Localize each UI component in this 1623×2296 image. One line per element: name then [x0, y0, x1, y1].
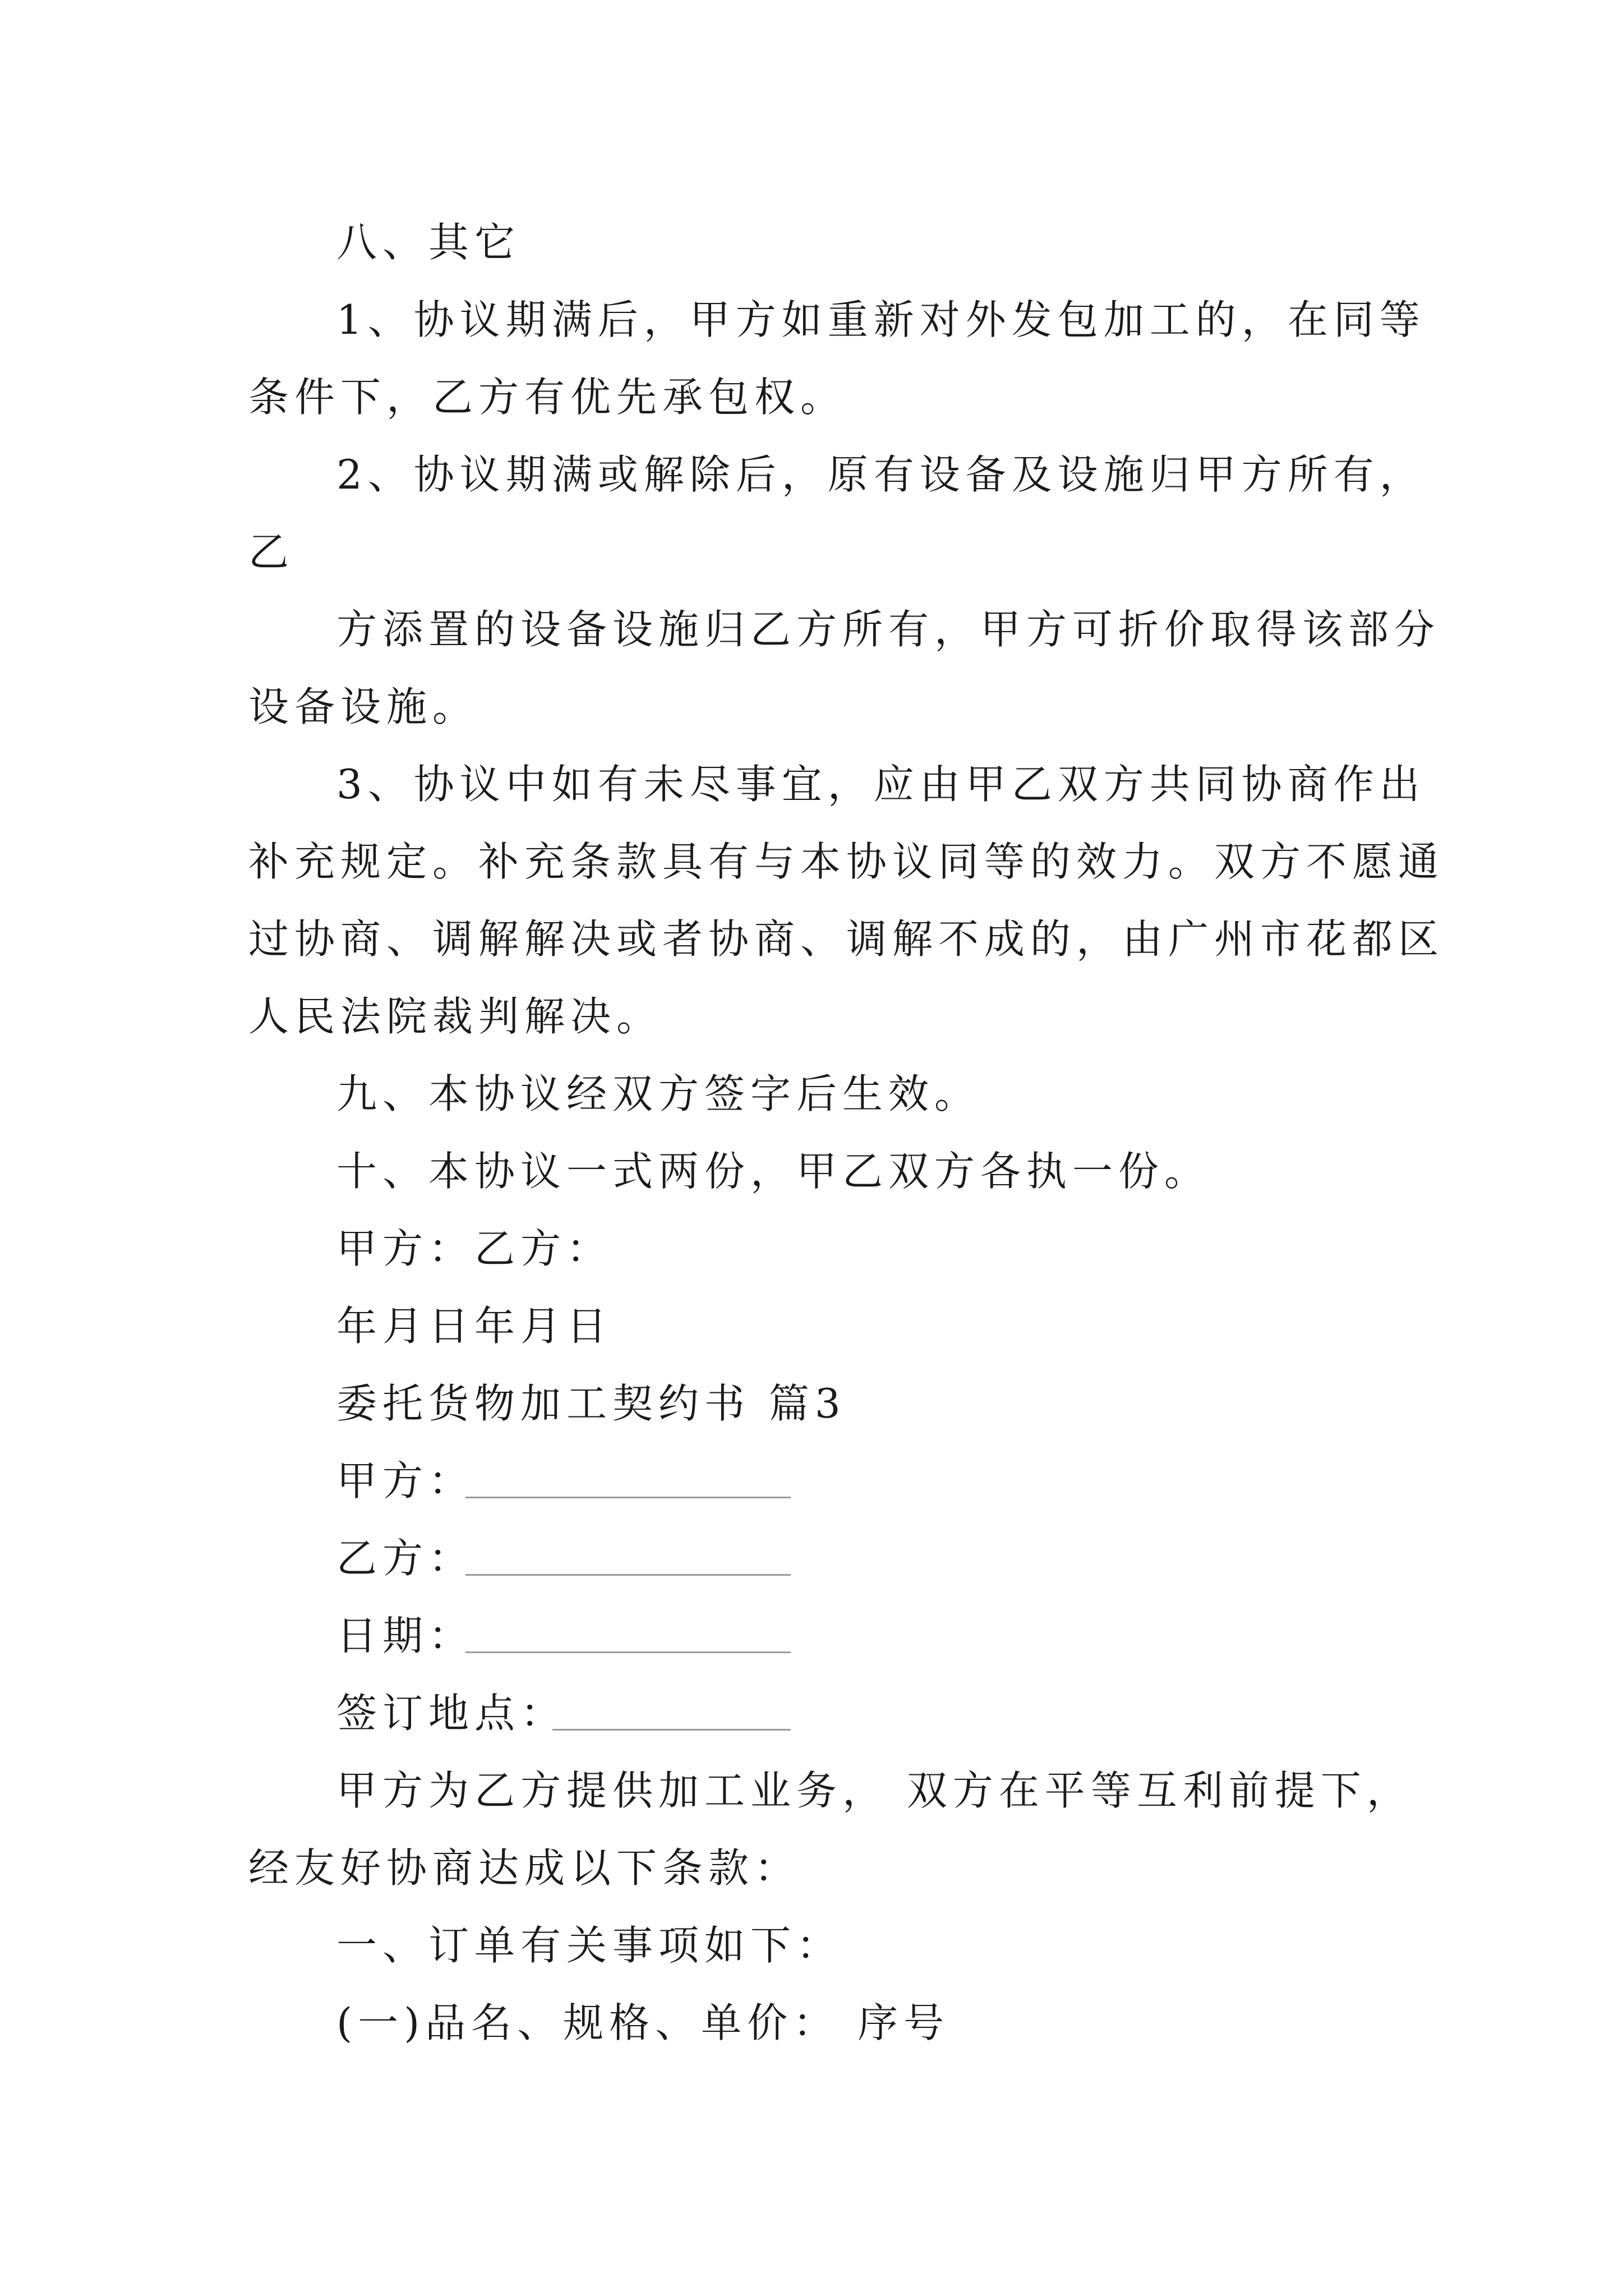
- clause-8-2-line-1: 2、协议期满或解除后，原有设备及设施归甲方所有，: [336, 451, 1426, 498]
- party-b-label: 乙方：: [336, 1535, 475, 1582]
- preamble-line-2: 经友好协商达成以下条款：: [248, 1844, 801, 1892]
- clause-8-2-line-3: 方添置的设备设施归乙方所有，甲方可折价取得该部分: [336, 606, 1441, 653]
- contract-title: 委托货物加工契约书 篇3: [336, 1380, 846, 1427]
- date-label: 日期：: [336, 1612, 475, 1659]
- section-heading-8: 八、其它: [336, 219, 521, 266]
- signing-place-label: 签订地点：: [336, 1690, 567, 1737]
- signature-parties: 甲方：乙方：: [336, 1225, 613, 1272]
- date-blank: [465, 1651, 791, 1653]
- clause-8-2-line-4: 设备设施。: [248, 683, 479, 730]
- clause-9: 九、本协议经双方签字后生效。: [336, 1070, 981, 1117]
- clause-8-3-line-2: 补充规定。补充条款具有与本协议同等的效力。双方不愿通: [248, 838, 1445, 885]
- clause-8-2-line-2: 乙: [248, 528, 295, 576]
- clause-10: 十、本协议一式两份，甲乙双方各执一份。: [336, 1148, 1211, 1195]
- clause-8-3-line-3: 过协商、调解解决或者协商、调解不成的，由广州市花都区: [248, 915, 1445, 963]
- clause-8-1-line-2: 条件下，乙方有优先承包权。: [248, 374, 847, 421]
- signature-dates: 年月日年月日: [336, 1303, 613, 1350]
- preamble-line-1: 甲方为乙方提供加工业务， 双方在平等互利前提下，: [336, 1767, 1413, 1814]
- subsection-product-specs: (一)品名、规格、单价： 序号: [336, 1999, 950, 2046]
- party-a-label: 甲方：: [336, 1457, 475, 1504]
- section-heading-1: 一、订单有关事项如下：: [336, 1922, 843, 1969]
- clause-8-3-line-4: 人民法院裁判解决。: [248, 993, 663, 1040]
- signing-place-blank: [552, 1729, 791, 1731]
- clause-8-1-line-1: 1、协议期满后，甲方如重新对外发包加工的，在同等: [336, 296, 1426, 343]
- party-b-blank: [465, 1574, 791, 1576]
- clause-8-3-line-1: 3、协议中如有未尽事宜，应由甲乙双方共同协商作出: [336, 761, 1426, 808]
- party-a-blank: [465, 1497, 791, 1498]
